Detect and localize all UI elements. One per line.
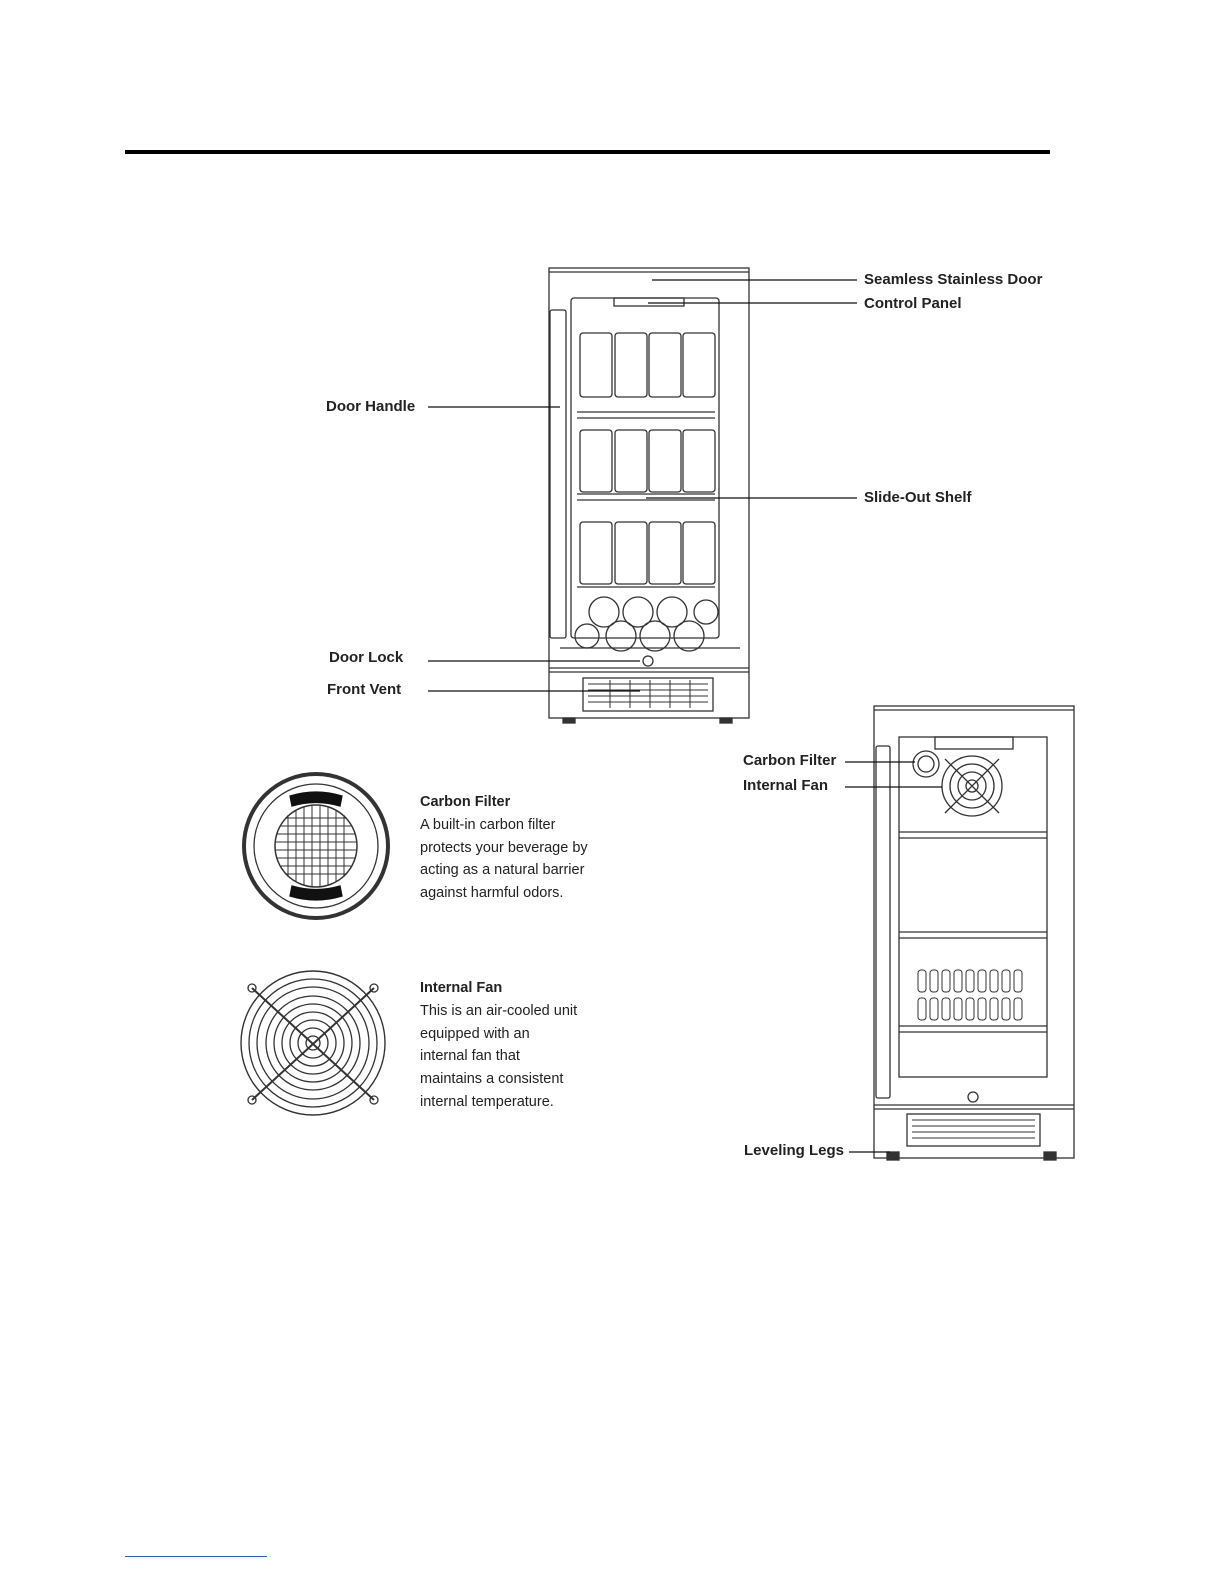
inside-fridge-illustration [874,706,1074,1160]
internal-fan-title: Internal Fan [420,980,503,996]
label-carbon-filter: Carbon Filter [743,752,837,769]
label-door-lock: Door Lock [329,649,404,666]
carbon-filter-title: Carbon Filter [420,794,511,810]
front-fridge-illustration [549,268,749,723]
internal-fan-line: equipped with an [420,1025,530,1042]
label-internal-fan: Internal Fan [743,777,829,794]
label-leveling-legs: Leveling Legs [744,1142,845,1159]
label-door-handle: Door Handle [326,398,416,415]
internal-fan-line: internal fan that [420,1048,520,1065]
front-leader-lines [428,280,857,691]
inside-leader-lines [845,762,942,1152]
footnote-rule [125,1556,267,1557]
carbon-filter-line: acting as a natural barrier [420,862,585,879]
carbon-filter-icon [244,774,388,918]
internal-fan-line: This is an air-cooled unit [420,1002,578,1019]
carbon-filter-line: A built-in carbon filter [420,816,556,833]
internal-fan-icon [241,971,385,1115]
label-seamless-stainless-door: Seamless Stainless Door [864,271,1043,288]
carbon-filter-line: protects your beverage by [420,839,588,856]
carbon-filter-description [420,791,620,905]
internal-fan-line: internal temperature. [420,1093,554,1110]
label-front-vent: Front Vent [327,681,402,698]
internal-fan-description [420,977,620,1114]
label-slide-out-shelf: Slide-Out Shelf [864,489,972,506]
label-control-panel: Control Panel [864,295,962,312]
internal-fan-line: maintains a consistent [420,1071,564,1088]
carbon-filter-line: against harmful odors. [420,885,564,902]
